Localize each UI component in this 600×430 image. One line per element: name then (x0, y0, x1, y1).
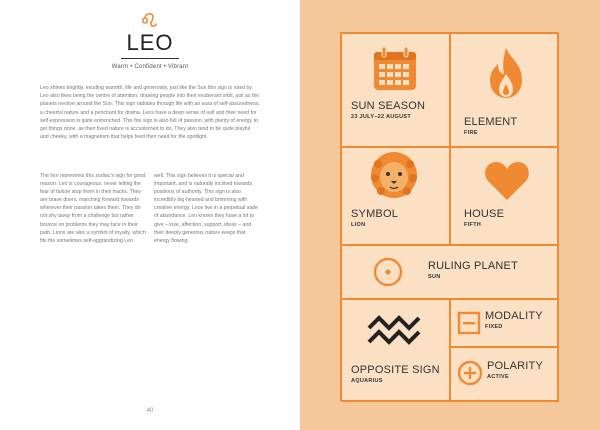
element-cell (450, 33, 559, 147)
sun-season-value: 23 JULY–22 AUGUST (351, 114, 412, 120)
element-label: ELEMENT (464, 116, 518, 128)
intro-paragraph: Leo shines brightly, exuding warmth, life and generosity, just like the Sun this sign is ruled by. Leo also likes being the centre of attention, drawing people into their exuberant orbit, just as the planets revolve around the Sun. This sign radiates through life with an aura of self-assuredness, a cheerful nature and a penchant for drama. Leos have a deep sense of self and their need for self-expression is quite entrenched. This fire sign is also full of passion, with plenty of energy to get things done, as their fixed nature is accustomed to do. They also tend to be quite playful and cheeky, with a magnetism that helps feed their need for the spotlight. (40, 85, 260, 141)
aquarius-glyph-icon (366, 314, 422, 346)
body-column-left: The lion represents this zodiac's sign for good reason: Leo is courageous, never letting the fear of failure stop them in their tracks. They are brave doers, marching forward towards wherever their passion takes them. They do not shy away from a challenge but rather bounce on problems they may face in their path. Lions are also a symbol of royalty, which fits the sometimes self-aggrandizing Leo (40, 173, 146, 244)
ruling-planet-label: RULING PLANET (428, 260, 519, 272)
leo-glyph-icon (140, 9, 160, 29)
modality-cell (450, 299, 559, 347)
house-label: HOUSE (464, 208, 505, 220)
opposite-sign-cell (341, 299, 450, 402)
house-value: FIFTH (464, 222, 482, 228)
page-title: LEO (126, 30, 174, 55)
facts-grid (340, 32, 558, 401)
fixed-modality-icon (457, 311, 481, 335)
ruling-planet-cell (341, 245, 559, 299)
modality-value: FIXED (485, 324, 503, 330)
polarity-value: ACTIVE (487, 374, 509, 380)
sign-keywords: Warm • Confident • Vibrant (111, 64, 189, 70)
symbol-label: SYMBOL (351, 208, 399, 220)
polarity-plus-icon (457, 360, 483, 386)
ruling-planet-value: SUN (428, 274, 441, 280)
opposite-sign-label: OPPOSITE SIGN (351, 364, 440, 376)
polarity-cell (450, 347, 559, 402)
right-page (300, 0, 600, 430)
lion-icon (369, 150, 419, 200)
sun-symbol-icon (372, 256, 404, 288)
polarity-label: POLARITY (487, 360, 544, 372)
sun-season-label: SUN SEASON (351, 100, 426, 112)
flame-icon (486, 46, 526, 100)
symbol-value: LION (351, 222, 366, 228)
house-cell (450, 147, 559, 245)
page-number: 40 (146, 408, 154, 414)
modality-label: MODALITY (485, 310, 543, 322)
heart-icon (484, 160, 530, 202)
body-column-right: well. This sign believes it is special and important, and is naturally inclined towards positions of authority. This sign is also incredibly big-hearted and brimming with creative energy. Leos live in a perpetual state of abundance. Leo knows they have a lot to give – love, affection, support, ideas – and their deeply generous nature keeps that energy flowing. (154, 173, 259, 244)
sun-season-cell (341, 33, 450, 147)
symbol-cell (341, 147, 450, 245)
calendar-icon (372, 46, 418, 92)
opposite-sign-value: AQUARIUS (351, 378, 383, 384)
element-value: FIRE (464, 130, 478, 136)
title-divider (121, 58, 179, 59)
